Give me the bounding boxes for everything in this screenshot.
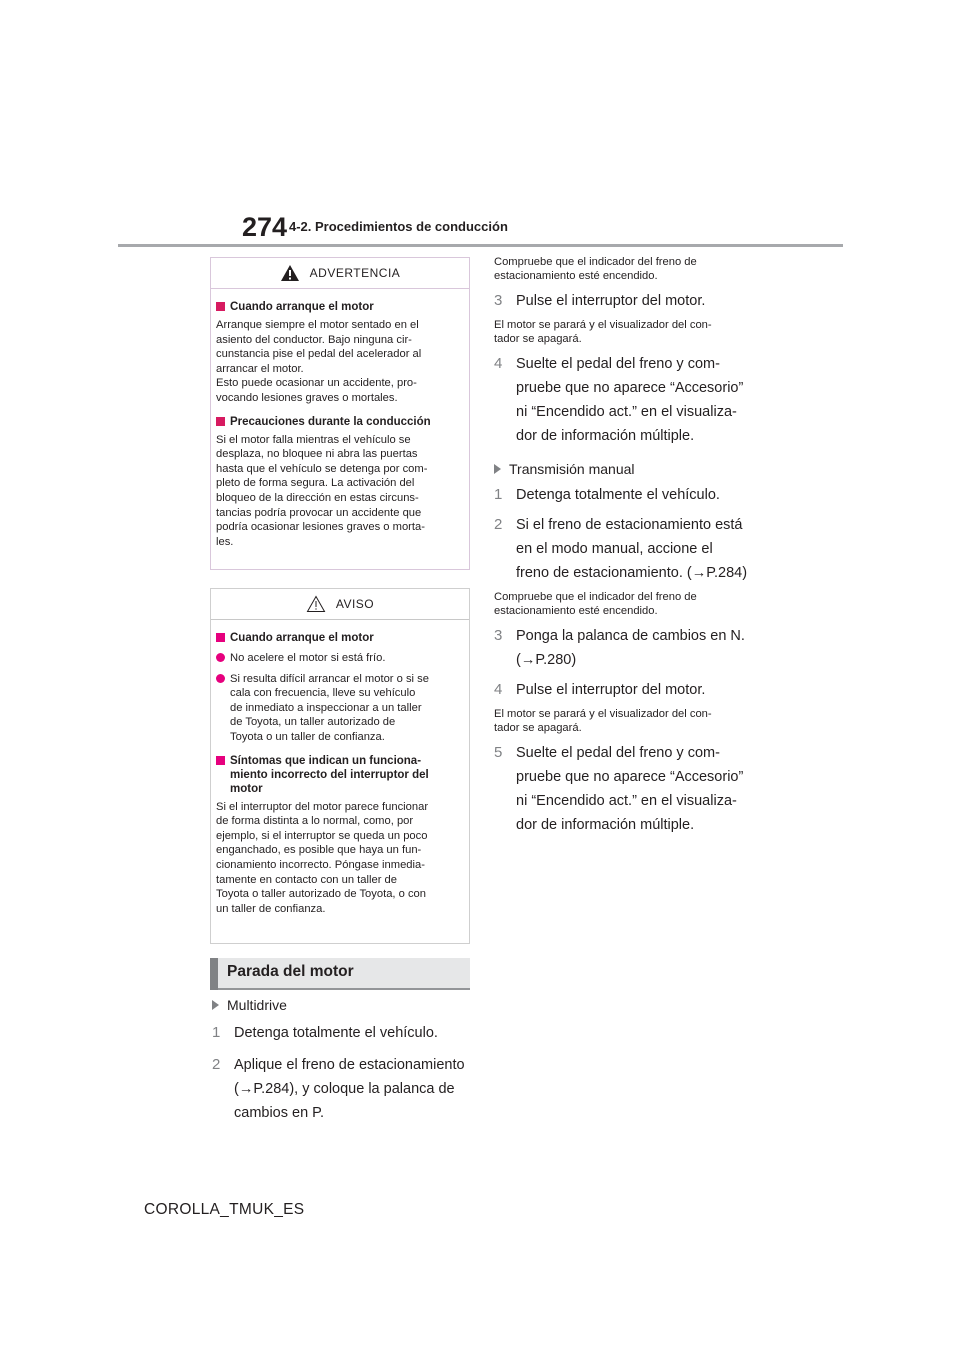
notice-item-heading: Cuando arranque el motor: [216, 631, 463, 645]
notice-box-title: AVISO: [335, 597, 375, 611]
notice-box: [210, 588, 470, 944]
step-item: 5 Suelte el pedal del freno y com- pruebe que no aparece “Accesorio” ni “Encendido act.” en el visualiza- dor de información múltiple.: [494, 744, 744, 833]
warning-item-text: Si el motor falla mientras el vehículo se desplaza, no bloquee ni abra las puertas hasta que el vehículo se detenga por com- pleto de forma segura. La activación del bloqueo de la dirección en estas circuns- tancias podría provocar un accidente que podría ocasionar lesiones graves o morta- les.: [216, 433, 428, 548]
notice-bullet: No acelere el motor si está frío.: [216, 651, 463, 666]
left-steps: [212, 997, 477, 1125]
step-item: 1 Detenga totalmente el vehículo.: [494, 486, 720, 503]
step-item: 1 Detenga totalmente el vehículo.: [212, 1024, 438, 1041]
step-item: 3 Ponga la palanca de cambios en N. (→P.280): [494, 627, 745, 668]
caution-triangle-icon: [306, 595, 326, 613]
triangle-bullet-icon: [494, 464, 501, 474]
step-item: 4 Suelte el pedal del freno y com- pruebe que no aparece “Accesorio” ni “Encendido act.” en el visualiza- dor de información múltiple.: [494, 355, 744, 444]
step-note: Compruebe que el indicador del freno de estacionamiento esté encendido.: [494, 591, 697, 617]
square-bullet-icon: [216, 417, 225, 426]
condition-multidrive: Multidrive: [212, 997, 477, 1013]
warning-box-header: [211, 258, 469, 288]
notice-item-heading: Síntomas que indican un funciona- miento incorrecto del interruptor del motor: [216, 754, 463, 796]
circle-bullet-icon: [216, 674, 225, 683]
section-title: 4-2. Procedimientos de conducción: [289, 219, 508, 234]
right-steps: [494, 256, 764, 837]
step-note: El motor se parará y el visualizador del con- tador se apagará.: [494, 708, 712, 734]
square-bullet-icon: [216, 756, 225, 765]
footer-document-code: COROLLA_TMUK_ES: [144, 1201, 305, 1218]
notice-item-text: Si el interruptor del motor parece funcionar de forma distinta a lo normal, como, por ejemplo, si el interruptor se queda un poco enganchado, es posible que haya un fun- cionamiento incorrecto. Póngase inmedia- tamente en contacto con un taller de Toyota o taller autorizado de Toyota, o con un taller de confianza.: [216, 800, 429, 915]
step-note: El motor se parará y el visualizador del con- tador se apagará.: [494, 319, 712, 345]
condition-manual: Transmisión manual: [494, 461, 764, 477]
notice-bullet: Si resulta difícil arrancar el motor o si se cala con frecuencia, lleve su vehículo de inmediato a inspeccionar a un taller de Toyota, un taller autorizado de Toyota o un taller de confianza.: [216, 672, 463, 745]
circle-bullet-icon: [216, 653, 225, 662]
warning-box: [210, 257, 470, 570]
square-bullet-icon: [216, 302, 225, 311]
step-item: 3 Pulse el interruptor del motor.: [494, 292, 706, 309]
page-number: 274: [242, 212, 288, 242]
section-heading: Parada del motor: [210, 958, 470, 990]
warning-triangle-icon: [280, 264, 300, 282]
section-heading-bar: [210, 958, 218, 990]
header-rule: [118, 244, 843, 247]
warning-item-text: Arranque siempre el motor sentado en el asiento del conductor. Bajo ninguna cir- cunstancia pise el pedal del acelerador al arrancar el motor. Esto puede ocasionar un accidente, pro- vocando lesiones graves o mortales.: [216, 319, 422, 404]
step-item: 4 Pulse el interruptor del motor.: [494, 681, 706, 698]
notice-box-header: [211, 589, 469, 619]
warning-item-heading: Cuando arranque el motor: [216, 300, 463, 314]
step-item: 2 Aplique el freno de estacionamiento (→P.284), y coloque la palanca de cambios en P.: [212, 1056, 465, 1121]
triangle-bullet-icon: [212, 1000, 219, 1010]
warning-item-heading: Precauciones durante la conducción: [216, 415, 463, 429]
step-item: 2 Si el freno de estacionamiento está en el modo manual, accione el freno de estacionamiento. (→P.284): [494, 516, 748, 581]
step-note: Compruebe que el indicador del freno de estacionamiento esté encendido.: [494, 256, 697, 282]
square-bullet-icon: [216, 633, 225, 642]
warning-box-title: ADVERTENCIA: [309, 266, 401, 280]
